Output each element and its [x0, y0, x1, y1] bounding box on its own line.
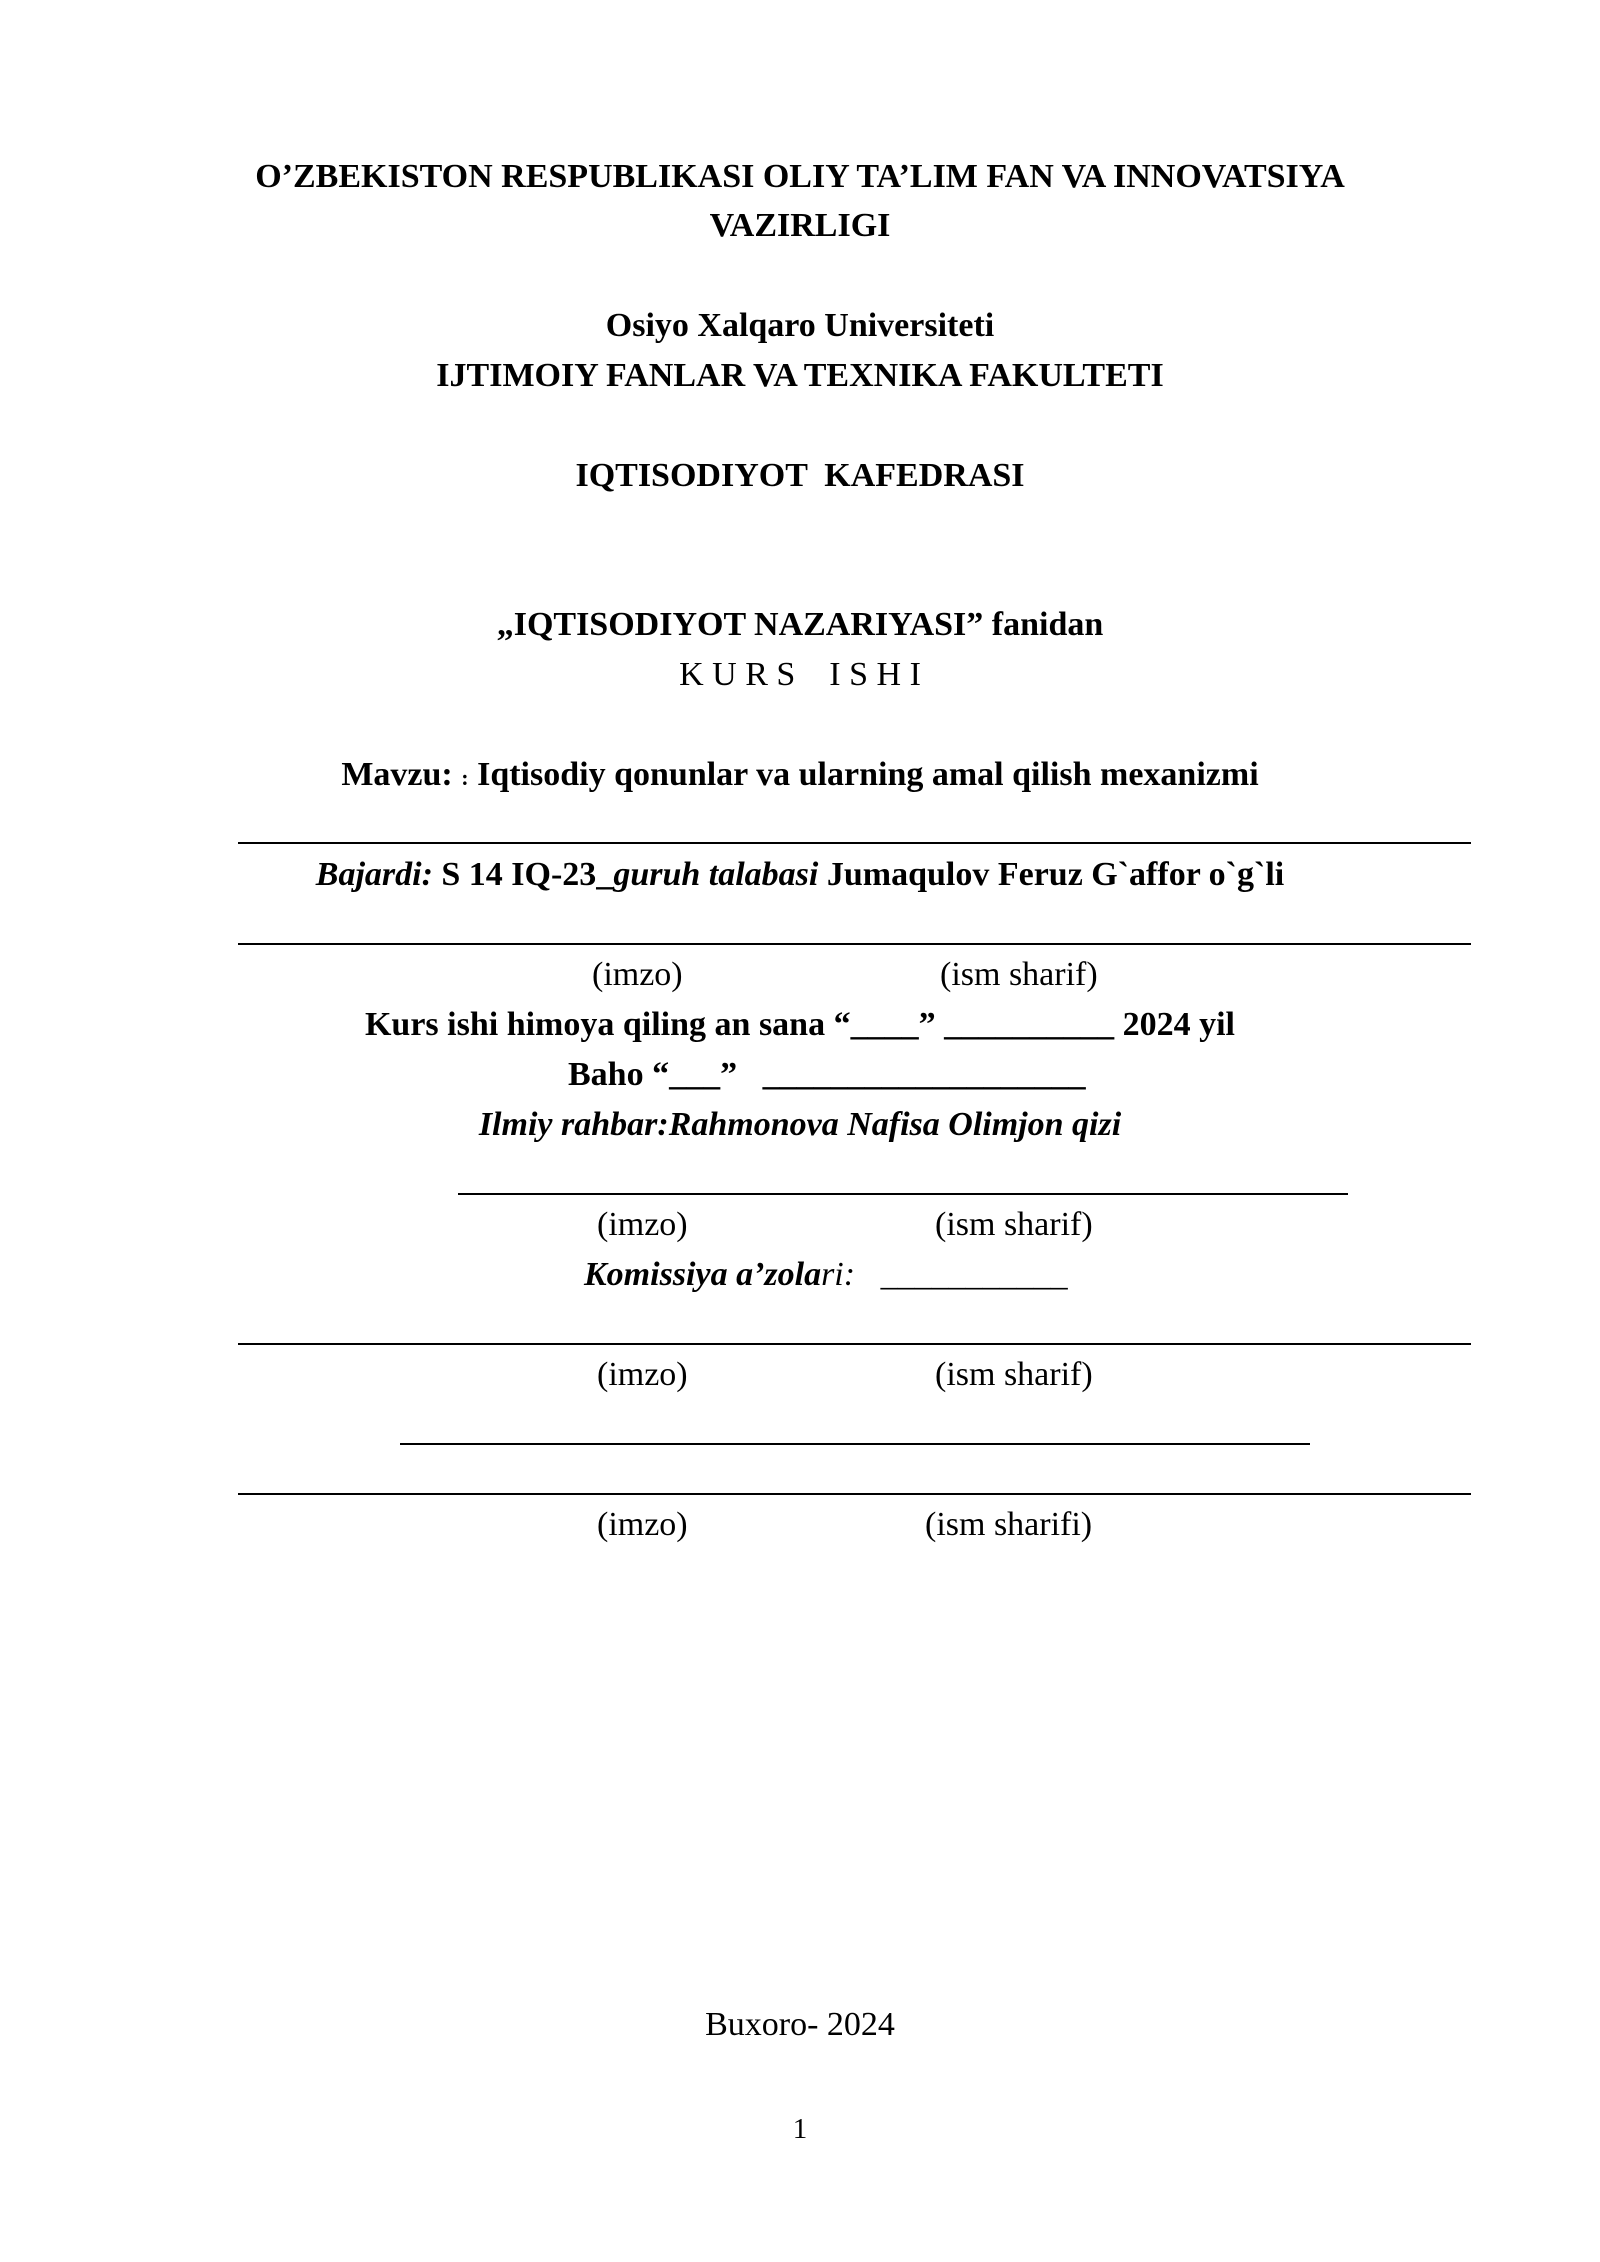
commission-imzo-2: (imzo) [597, 1506, 688, 1543]
supervisor-name: Rahmonova Nafisa Olimjon qizi [668, 1106, 1122, 1143]
department-name: IQTISODIYOT KAFEDRASI [575, 457, 1025, 494]
topic-text: Iqtisodiy qonunlar va ularning amal qilish mexanizmi [477, 756, 1259, 793]
defense-label: Kurs ishi himoya qiling an sana [364, 1006, 826, 1043]
commission-line-3 [238, 1493, 1471, 1495]
supervisor-ism-sharif: (ism sharif) [935, 1206, 1093, 1243]
topic-line [0, 756, 1600, 794]
ministry-line-1: O’ZBEKISTON RESPUBLIKASI OLIY TA’LIM FAN VA INNOVATSIYA [255, 158, 1345, 195]
student-imzo: (imzo) [592, 956, 683, 993]
grade-label: Baho [568, 1056, 644, 1093]
student-label: Bajardi: [315, 856, 433, 893]
student-line [0, 856, 1600, 894]
defense-year: 2024 yil [1122, 1006, 1235, 1043]
page-number: 1 [792, 2113, 808, 2145]
place-year: Buxoro- 2024 [705, 2006, 895, 2043]
topic-colon: : [461, 765, 469, 790]
divider-line [238, 842, 1471, 844]
ministry-line-2: VAZIRLIGI [709, 207, 891, 244]
commission-label: Komissiya a’zola [584, 1256, 822, 1293]
commission-line [584, 1256, 1068, 1294]
university-name: Osiyo Xalqaro Universiteti [605, 307, 995, 344]
faculty-name: IJTIMOIY FANLAR VA TEXNIKA FAKULTETI [436, 357, 1164, 394]
signature-line [238, 943, 1471, 945]
student-group: S 14 IQ-23_ [441, 856, 614, 893]
commission-line-2 [400, 1443, 1310, 1445]
supervisor-label: Ilmiy rahbar: [478, 1106, 669, 1143]
defense-month-blank: __________ [944, 1006, 1115, 1043]
supervisor-line [0, 1106, 1600, 1144]
commission-line-1 [238, 1343, 1471, 1345]
commission-blank: ___________ [880, 1256, 1068, 1293]
student-name: Jumaqulov Feruz G`affor o`g`li [826, 856, 1285, 893]
work-type: K U R S I S H I [679, 656, 921, 693]
defense-date-line [0, 1006, 1600, 1044]
supervisor-signature-line [458, 1193, 1348, 1195]
commission-label-end: ri: [821, 1256, 856, 1293]
commission-ism-sharifi-2: (ism sharifi) [925, 1506, 1093, 1543]
commission-imzo-1: (imzo) [597, 1356, 688, 1393]
commission-ism-sharif-1: (ism sharif) [935, 1356, 1093, 1393]
grade-signature-line: ___________________ [762, 1056, 1086, 1093]
defense-day-blank: “____” [833, 1006, 936, 1043]
student-group-suffix: guruh talabasi [613, 856, 819, 893]
grade-line [568, 1056, 1086, 1094]
supervisor-imzo: (imzo) [597, 1206, 688, 1243]
topic-label: Mavzu: [341, 756, 453, 793]
subject-line: „IQTISODIYOT NAZARIYASI” fanidan [496, 606, 1104, 643]
student-ism-sharif: (ism sharif) [940, 956, 1098, 993]
grade-blank: “___” [652, 1056, 738, 1093]
